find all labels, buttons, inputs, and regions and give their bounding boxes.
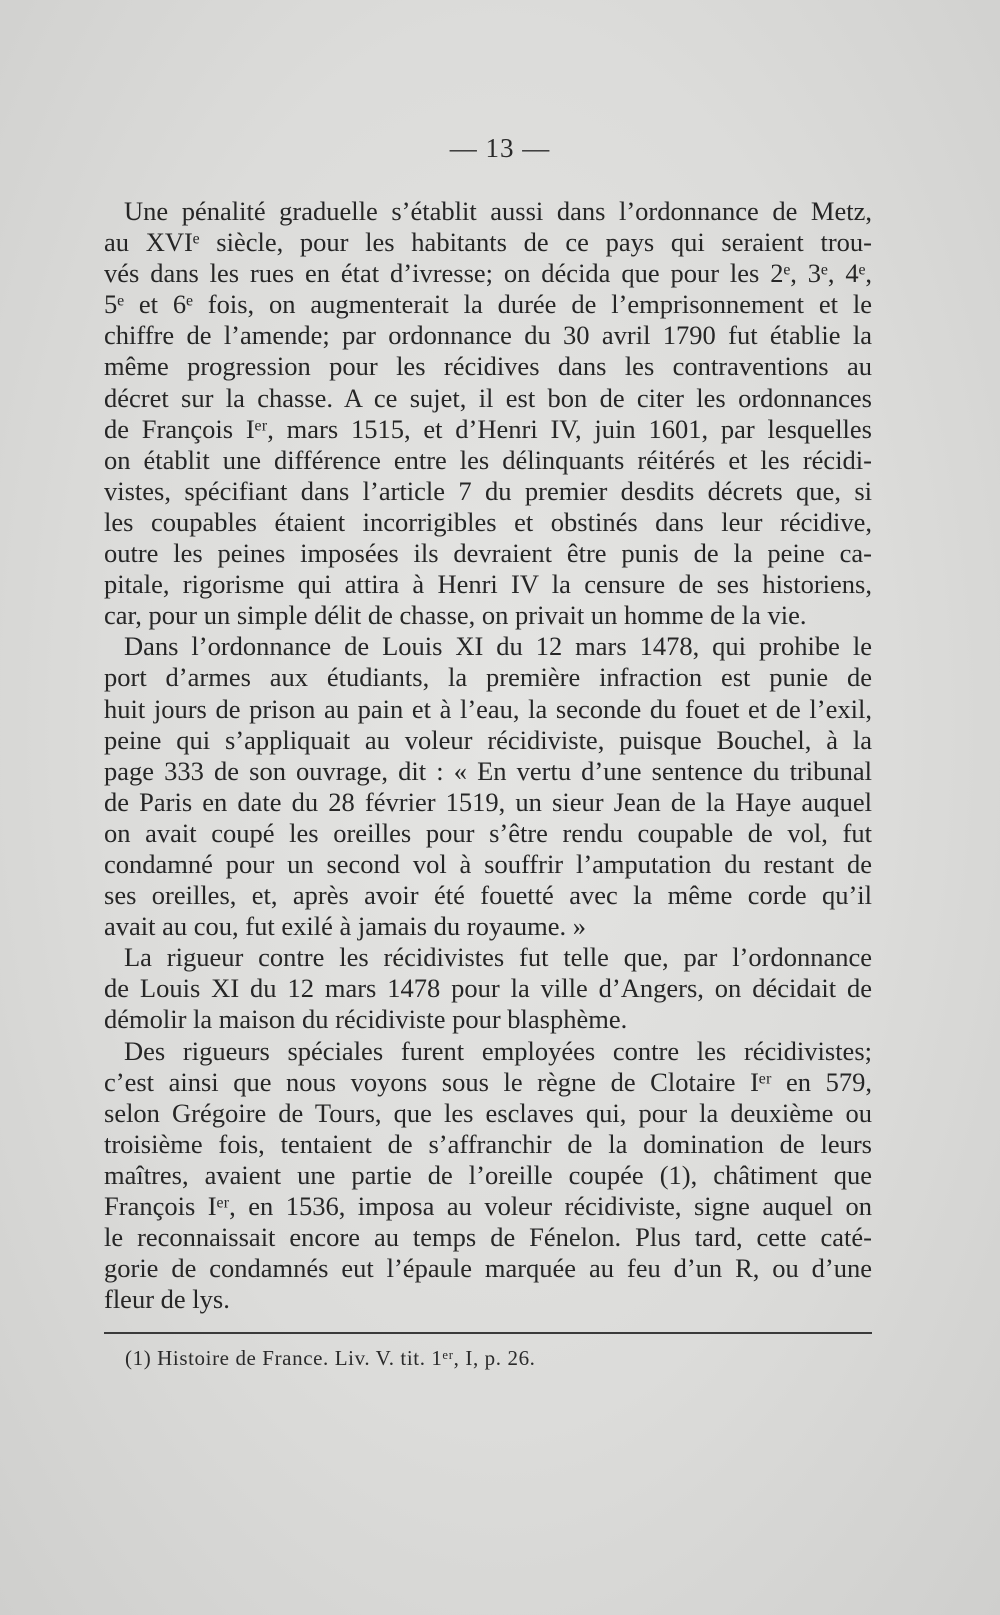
text-line: gorie de condamnés eut l’épaule marquée au feu d’un R, ou d’une [104,1253,872,1284]
text-line: avait au cou, fut exilé à jamais du royaume. » [104,911,586,942]
body-text [104,196,872,1315]
text-line: vistes, spécifiant dans l’article 7 du premier desdits décrets que, si [104,475,872,506]
text-line: de François Iᵉʳ, mars 1515, et d’Henri IV, juin 1601, par lesquelles [104,413,872,444]
text-line: François Iᵉʳ, en 1536, imposa au voleur récidiviste, signe auquel on [104,1191,872,1221]
text-line: de Louis XI du 12 mars 1478 pour la ville d’Angers, on décidait de [104,973,872,1004]
text-line: pitale, rigorisme qui attira à Henri IV la censure de ses historiens, [104,569,872,600]
text-line: on établit une différence entre les délinquants réitérés et les récidi- [104,444,872,475]
text-line: vés dans les rues en état d’ivresse; on décida que pour les 2ᵉ, 3ᵉ, 4ᵉ, [104,258,872,289]
page-number-header: — 13 — [449,133,551,163]
text-line: ses oreilles, et, après avoir été fouetté avec la même corde qu’il [104,880,872,911]
text-line: au XVIᵉ siècle, pour les habitants de ce pays qui seraient trou- [104,227,872,258]
text-line: on avait coupé les oreilles pour s’être rendu coupable de vol, fut [104,817,872,848]
text-line: 5ᵉ et 6ᵉ fois, on augmenterait la durée de l’emprisonnement et le [104,289,872,320]
text-line: les coupables étaient incorrigibles et obstinés dans leur récidive, [104,506,872,537]
text-line: maîtres, avaient une partie de l’oreille coupée (1), châtiment que [104,1159,872,1190]
footnote-rule [104,1332,872,1334]
text-line: outre les peines imposées ils devraient être punis de la peine ca- [104,538,872,569]
text-line: Une pénalité graduelle s’établit aussi dans l’ordonnance de Metz, [124,196,872,226]
text-line: La rigueur contre les récidivistes fut telle que, par l’ordonnance [124,942,872,973]
text-line: page 333 de son ouvrage, dit : « En vertu d’une sentence du tribunal [104,755,872,786]
text-line: huit jours de prison au pain et à l’eau, la seconde du fouet et de l’exil, [104,693,872,724]
text-line: chiffre de l’amende; par ordonnance du 30 avril 1790 fut établie la [104,320,872,351]
text-line: démolir la maison du récidiviste pour blasphème. [104,1004,628,1035]
text-line: c’est ainsi que nous voyons sous le règne de Clotaire Iᵉʳ en 579, [104,1066,872,1097]
text-line: troisième fois, tentaient de s’affranchir de la domination de leurs [104,1128,872,1159]
text-line: fleur de lys. [104,1284,230,1315]
text-line: car, pour un simple délit de chasse, on privait un homme de la vie. [104,600,807,631]
text-line: de Paris en date du 28 février 1519, un sieur Jean de la Haye auquel [104,786,872,817]
text-line: Des rigueurs spéciales furent employées contre les récidivistes; [124,1035,872,1066]
footnote: (1) Histoire de France. Liv. V. tit. 1ᵉʳ, I, p. 26. [125,1346,536,1370]
text-line: même progression pour les récidives dans les contraventions au [104,351,872,382]
text-line: peine qui s’appliquait au voleur récidiviste, puisque Bouchel, à la [104,724,872,755]
text-line: le reconnaissait encore au temps de Fénelon. Plus tard, cette caté- [104,1222,872,1253]
text-line: condamné pour un second vol à souffrir l’amputation du restant de [104,848,872,879]
text-line: selon Grégoire de Tours, que les esclaves qui, pour la deuxième ou [104,1097,872,1128]
text-line: port d’armes aux étudiants, la première infraction est punie de [104,662,872,693]
text-line: Dans l’ordonnance de Louis XI du 12 mars 1478, qui prohibe le [124,631,872,662]
text-line: décret sur la chasse. A ce sujet, il est bon de citer les ordonnances [104,382,872,413]
